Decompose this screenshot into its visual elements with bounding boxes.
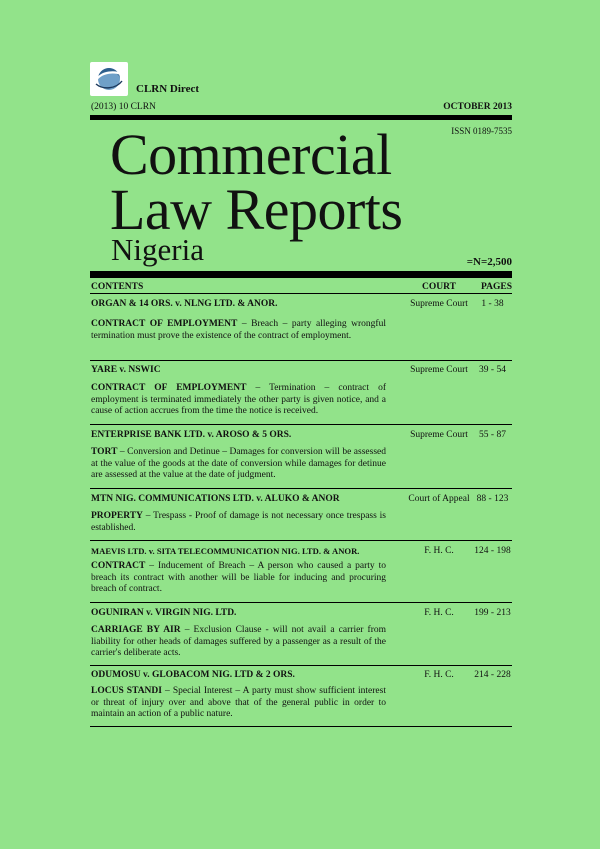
summary-text: – Special Interest – A party must show sufficient interest or threat of injury over and above that of the general public in order to maintain an action of a public nature.: [91, 686, 386, 720]
court-name: F. H. C.: [424, 546, 454, 556]
summary-text: – Conversion and Detinue – Damages for conversion will be assessed at the value of the goods at the date of conversion while damages for detinue are assessed at the value at the date of judgment.: [91, 447, 386, 481]
title-line-1: Commercial: [110, 122, 392, 187]
entry-divider: [90, 540, 512, 541]
entry-divider: [90, 424, 512, 425]
page-range: 214 - 228: [474, 670, 511, 680]
top-rule: [90, 115, 512, 120]
case-title: ODUMOSU v. GLOBACOM NIG. LTD & 2 ORS.: [91, 670, 295, 680]
header-rule: [90, 293, 512, 294]
contents-entry: [91, 608, 512, 664]
summary-text: – Exclusion Clause - will not avail a carrier from liability for other heads of damages suffered by a passenger as a result of the carrier's deliberate acts.: [91, 625, 387, 659]
summary-text: – Inducement of Breach – A person who caused a party to breach its contract with another will be liable for inducing and procuring breach of contract.: [91, 561, 386, 595]
page-range: 55 - 87: [479, 430, 506, 440]
court-header: COURT: [422, 282, 456, 292]
summary-topic: CONTRACT: [91, 561, 146, 571]
summary-topic: PROPERTY: [91, 511, 143, 521]
clrn-logo: [90, 62, 128, 96]
case-summary: [91, 447, 386, 482]
entry-divider: [90, 665, 512, 666]
case-summary: [91, 561, 386, 596]
page-range: 39 - 54: [479, 365, 506, 375]
entry-divider: [90, 726, 512, 727]
court-name: F. H. C.: [424, 670, 454, 680]
brand-name: CLRN Direct: [136, 83, 200, 95]
middle-rule: [90, 271, 512, 278]
page-range: 88 - 123: [476, 494, 509, 504]
price: =N=2,500: [466, 256, 512, 268]
entry-divider: [90, 488, 512, 489]
page-range: 124 - 198: [474, 546, 511, 556]
court-name: F. H. C.: [424, 608, 454, 618]
contents-entry: [91, 546, 512, 602]
issue-month: OCTOBER 2013: [443, 102, 512, 112]
court-name: Supreme Court: [410, 430, 468, 440]
globe-swoosh-logo-icon: [90, 62, 128, 96]
case-title: YARE v. NSWIC: [91, 365, 161, 375]
entry-divider: [90, 360, 512, 361]
page-range: 1 - 38: [481, 299, 504, 309]
summary-topic: TORT: [91, 447, 118, 457]
case-title: MAEVIS LTD. v. SITA TELECOMMUNICATION NIG. LTD. & ANOR.: [91, 546, 360, 556]
case-title: OGUNIRAN v. VIRGIN NIG. LTD.: [91, 608, 237, 618]
summary-topic: LOCUS STANDI: [91, 686, 162, 696]
summary-topic: CONTRACT OF EMPLOYMENT: [91, 319, 238, 329]
case-summary: [91, 319, 386, 342]
contents-entry: [91, 494, 512, 542]
case-title: MTN NIG. COMMUNICATIONS LTD. v. ALUKO & ANOR: [91, 494, 340, 504]
contents-entry: [91, 365, 512, 425]
case-summary: [91, 686, 386, 721]
entry-divider: [90, 602, 512, 603]
contents-entry: [91, 299, 512, 359]
summary-text: – Trespass - Proof of damage is not necessary once trespass is established.: [91, 511, 386, 533]
citation: (2013) 10 CLRN: [91, 102, 156, 112]
summary-text: – Termination – contract of employment is terminated immediately the other party is given notice, and a cause of action accrues from the time the notice is received.: [91, 383, 386, 417]
court-name: Supreme Court: [410, 365, 468, 375]
issn: ISSN 0189-7535: [451, 126, 512, 136]
summary-topic: CONTRACT OF EMPLOYMENT: [91, 383, 247, 393]
contents-entry: [91, 430, 512, 490]
summary-topic: CARRIAGE BY AIR: [91, 625, 181, 635]
case-title: ORGAN & 14 ORS. v. NLNG LTD. & ANOR.: [91, 299, 278, 309]
case-summary: [91, 383, 386, 418]
title-line-2: Law Reports: [110, 177, 403, 242]
case-summary: [91, 511, 386, 534]
contents-entry: [91, 670, 512, 726]
pages-header: PAGES: [481, 282, 512, 292]
contents-header: CONTENTS: [91, 282, 144, 292]
case-summary: [91, 625, 386, 660]
case-title: ENTERPRISE BANK LTD. v. AROSO & 5 ORS.: [91, 430, 292, 440]
title-line-3: Nigeria: [111, 232, 204, 267]
page-range: 199 - 213: [474, 608, 511, 618]
court-name: Supreme Court: [410, 299, 468, 309]
summary-text: – Breach – party alleging wrongful termination must prove the existence of the contract of employment.: [91, 319, 386, 341]
court-name: Court of Appeal: [408, 494, 470, 504]
